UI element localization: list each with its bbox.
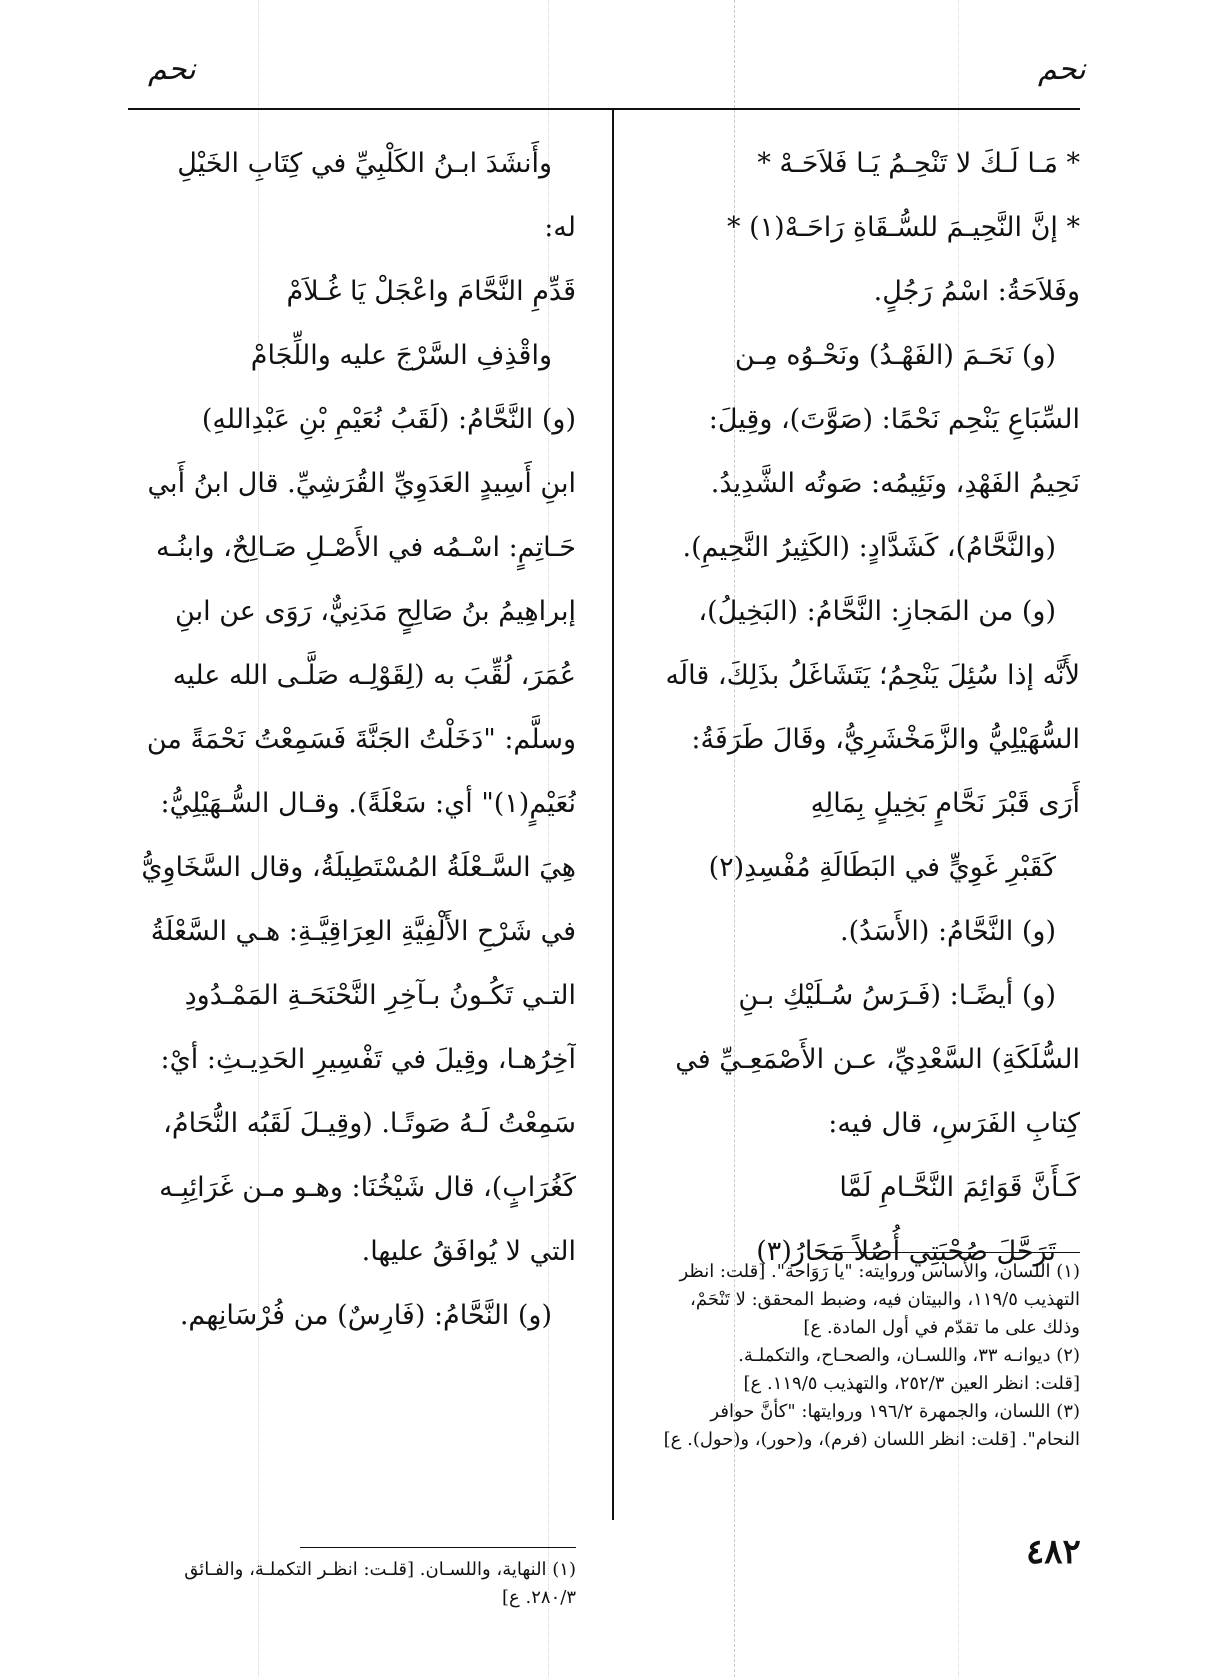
text-line: التـي تَكُـونُ بـآخِرِ النَّحْنَحَـةِ المَمْـدُودِ bbox=[184, 980, 576, 1011]
text-line: عُمَرَ، لُقِّبَ به (لِقَوْلِـه صَلَّـى الله عليه bbox=[172, 660, 576, 691]
footnote-rule-right bbox=[820, 1252, 1080, 1253]
text-line: (و) النَّحَّامُ: (الأَسَدُ). bbox=[840, 916, 1056, 947]
header-keyword-right: نحم bbox=[1038, 52, 1086, 87]
text-line: السُّهَيْلِيُّ والزَّمَخْشَرِيُّ، وقَالَ طَرَفَةُ: bbox=[691, 724, 1080, 755]
text-line: (و) من المَجازِ: النَّحَّامُ: (البَخِيلُ)، bbox=[698, 596, 1056, 627]
column-divider bbox=[612, 110, 614, 1520]
text-line: التي لا يُوافَقُ عليها. bbox=[361, 1236, 576, 1267]
text-line: السِّبَاعِ يَنْحِم نَحْمًا: (صَوَّتَ)، وقِيلَ: bbox=[708, 404, 1080, 435]
footnote-line: (٣) اللسان، والجمهرة ١٩٦/٢ وروايتها: "كأنَّ حوافر bbox=[710, 1401, 1080, 1422]
text-line: (و) أيضًـا: (فَـرَسُ سُـلَيْكِ بـنِ bbox=[738, 980, 1056, 1011]
text-line: * مَـا لَـكَ لا تَنْحِـمُ يَـا فَلاَحَـهْ * bbox=[757, 148, 1080, 179]
text-line: * إنَّ النَّحِيـمَ للسُّـقَاةِ رَاحَـهْ(١) * bbox=[727, 212, 1080, 243]
text-line: (و) نَحَـمَ (الفَهْـدُ) ونَحْـوُه مِـن bbox=[734, 340, 1056, 371]
verse-line: كَـأَنَّ قَوَائِمَ النَّحَّـامِ لَمَّا bbox=[839, 1172, 1080, 1203]
text-line: السُّلَكَةِ) السَّعْدِيِّ، عـن الأَصْمَعِـيِّ في bbox=[675, 1044, 1080, 1075]
text-line: هِيَ السَّـعْلَةُ المُسْتَطِيلَةُ، وقال السَّخَاوِيُّ bbox=[141, 852, 576, 883]
text-line: له: bbox=[544, 212, 576, 243]
text-line: سَمِعْتُ لَـهُ صَوتًـا. (وقِيـلَ لَقَبُه النُّحَامُ، bbox=[163, 1108, 576, 1139]
footnote-rule-left bbox=[300, 1547, 576, 1548]
text-line: وسلَّم: "دَخَلْتُ الجَنَّةَ فَسَمِعْتُ نَحْمَةً من bbox=[146, 724, 576, 755]
page-number: ٤٨٢ bbox=[1026, 1532, 1081, 1572]
text-line: كِتابِ الفَرَسِ، قال فيه: bbox=[828, 1108, 1080, 1139]
text-line: ابنِ أَسِيدٍ العَدَوِيِّ القُرَشِيِّ. قال ابنُ أَبي bbox=[147, 468, 576, 499]
footnotes-left bbox=[128, 1556, 576, 1612]
footnote-line: النحام". [قلت: انظر اللسان (فرم)، و(حور)، و(حول). ع] bbox=[663, 1429, 1080, 1450]
footnote-line: (١) اللسان، والأساس وروايته: "يا رَوَاحة". [قلت: انظر bbox=[679, 1261, 1080, 1282]
footnote-line: (١) النهاية، واللسـان. [قلـت: انظـر التكملـة، والفـائق bbox=[184, 1559, 576, 1580]
text-line: لأَنَّه إذا سُئِلَ يَنْحِمُ؛ يَتَشَاغَلُ بذَلِكَ، قالَه bbox=[665, 660, 1080, 691]
header-rule bbox=[128, 108, 1080, 110]
verse-line: تَرَحَّلَ صُحْبَتِي أُصُلاً مَحَارُ(٣) bbox=[756, 1236, 1056, 1267]
text-line: آخِرُهـا، وقِيلَ في تَفْسِيرِ الحَدِيـثِ: أيْ: bbox=[160, 1044, 576, 1075]
text-line: نُعَيْمٍ(١)" أي: سَعْلَةً). وقـال السُّـهَيْلِيُّ: bbox=[160, 788, 576, 819]
verse-line: قَدِّمِ النَّحَّامَ واعْجَلْ يَا غُـلاَمْ bbox=[286, 276, 576, 307]
text-line: (و) النَّحَّامُ: (لَقَبُ نُعَيْمِ بْنِ عَبْدِاللهِ) bbox=[201, 404, 576, 435]
left-column bbox=[128, 132, 576, 1348]
text-line: (والنَّحَّامُ)، كَشَدَّادٍ: (الكَثِيرُ النَّحِيمِ). bbox=[682, 532, 1056, 563]
header-keyword-left: نحم bbox=[148, 52, 196, 87]
footnote-line: وذلك على ما تقدّم في أول المادة. ع] bbox=[803, 1317, 1080, 1338]
text-line: في شَرْحِ الأَلْفِيَّةِ العِرَاقِيَّـةِ: هـي السَّعْلَةُ bbox=[150, 916, 576, 947]
text-line: حَـاتِمٍ: اسْـمُه في الأَصْـلِ صَـالِحٌ، وابنُـه bbox=[155, 532, 576, 563]
verse-line: كَقَبْرِ غَوِيٍّ في البَطَالَةِ مُفْسِدِ(٢) bbox=[708, 852, 1056, 883]
footnotes-right bbox=[640, 1258, 1080, 1454]
footnote-line: ٢٨٠/٣. ع] bbox=[502, 1587, 576, 1608]
text-line: (و) النَّحَّامُ: (فَارِسٌ) من فُرْسَانِهم. bbox=[179, 1300, 552, 1331]
text-line: نَحِيمُ الفَهْدِ، ونَئِيمُه: صَوتُه الشَّدِيدُ. bbox=[710, 468, 1080, 499]
footnote-line: (٢) ديوانـه ٣٣، واللسـان، والصحـاح، والتكملـة. bbox=[738, 1345, 1080, 1366]
text-line: إبراهِيمُ بنُ صَالِحٍ مَدَنِيٌّ، رَوَى عن ابنِ bbox=[175, 596, 576, 627]
right-column bbox=[640, 132, 1080, 1284]
text-line: وفَلاَحَةُ: اسْمُ رَجُلٍ. bbox=[873, 276, 1080, 307]
verse-line: واقْذِفِ السَّرْجَ عليه واللِّجَامْ bbox=[250, 340, 552, 371]
verse-line: أَرَى قَبْرَ نَحَّامٍ بَخِيلٍ بِمَالِهِ bbox=[810, 788, 1080, 819]
footnote-line: [قلت: انظر العين ٢٥٢/٣، والتهذيب ١١٩/٥. ع] bbox=[743, 1373, 1080, 1394]
footnote-line: التهذيب ١١٩/٥، والبيتان فيه، وضبط المحقق: لا تَنْحَمْ، bbox=[690, 1289, 1080, 1310]
text-line: وأَنشَدَ ابـنُ الكَلْبِيِّ في كِتَابِ الخَيْلِ bbox=[177, 148, 552, 179]
text-line: كَغُرَابٍ)، قال شَيْخُنَا: وهـو مـن غَرَائِبِـه bbox=[159, 1172, 576, 1203]
